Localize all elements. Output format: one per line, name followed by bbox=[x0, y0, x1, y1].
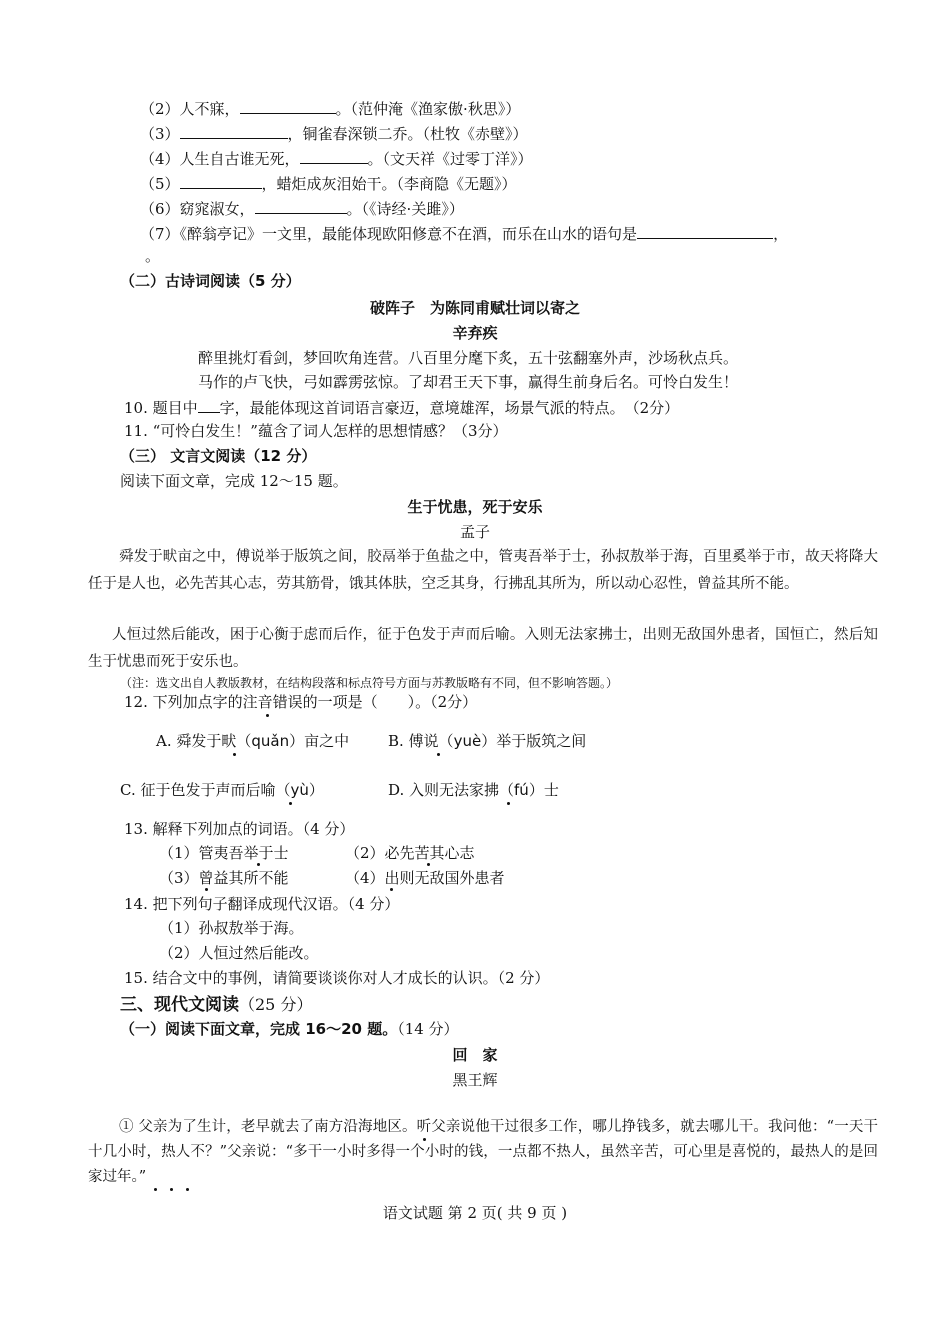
emphasis-dot bbox=[437, 753, 440, 756]
essay-paragraph-2: 人恒过然后能改，困于心衡于虑而后作，征于色发于声而后喻。入则无法家拂士，出则无敌国外患者，国恒亡，然后知生于忧患而死于安乐也。 bbox=[88, 627, 878, 670]
option-a[interactable]: A. 舜发于畎（quǎn）亩之中 bbox=[156, 732, 350, 750]
essay-author: 孟子 bbox=[459, 523, 490, 541]
poetry-heading: （二）古诗词阅读（5 分） bbox=[120, 272, 301, 290]
emphasis-dot bbox=[423, 1138, 426, 1141]
question-15: 15. 结合文中的事例，请简要谈谈你对人才成长的认识。（2 分） bbox=[124, 969, 550, 987]
dictation-q5: （5） ，蜡炬成灰泪始干。（李商隐《无题》） bbox=[140, 172, 517, 194]
emphasis-dot bbox=[289, 802, 292, 805]
emphasis-dot bbox=[427, 863, 430, 866]
essay-note: （注：选文出自人教版教材，在结构段落和标点符号方面与苏教版略有不同，但不影响答题。） bbox=[120, 676, 619, 690]
essay-paragraph-1: 舜发于畎亩之中，傅说举于版筑之间，胶鬲举于鱼盐之中，管夷吾举于士，孙叔敖举于海，百里奚举于市，故天将降大任于是人也，必先苦其心志，劳其筋骨，饿其体肤，空乏其身，行拂乱其所为，所以动心忍性，曾益其所不能。 bbox=[88, 549, 878, 592]
classical-instruction: 阅读下面文章，完成 12～15 题。 bbox=[120, 472, 348, 490]
dictation-q2: （2）人不寐， 。（范仲淹《渔家傲·秋思》） bbox=[140, 97, 520, 119]
essay-title: 生于忧患，死于安乐 bbox=[407, 498, 543, 516]
emphasis-dot bbox=[390, 888, 393, 891]
option-d[interactable]: D. 入则无法家拂（fú）士 bbox=[388, 781, 559, 799]
answer-blank[interactable] bbox=[240, 97, 336, 114]
story-author: 黑王辉 bbox=[452, 1071, 498, 1089]
question-13-3: （3）曾益其所不能 bbox=[159, 869, 289, 887]
question-14-1: （1）孙叔敖举于海。 bbox=[159, 919, 304, 937]
answer-blank[interactable] bbox=[180, 172, 262, 189]
question-10: 10. 题目中 字，最能体现这首词语言豪迈，意境雄浑，场景气派的特点。 （2分） bbox=[124, 396, 679, 418]
answer-blank[interactable] bbox=[180, 122, 288, 139]
dictation-q7: （7）《醉翁亭记》一文里，最能体现欧阳修意不在酒，而乐在山水的语句是 ， bbox=[140, 222, 788, 244]
question-13-1: （1）管夷吾举于士 bbox=[159, 844, 289, 862]
question-12: 12. 下列加点字的注音错误的一项是（ ）。（2分） bbox=[124, 693, 478, 711]
story-title: 回 家 bbox=[452, 1046, 498, 1064]
emphasis-dot bbox=[507, 802, 510, 805]
option-c[interactable]: C. 征于色发于声而后喻（yù） bbox=[120, 781, 324, 799]
poem-author: 辛弃疾 bbox=[452, 324, 498, 342]
emphasis-dot bbox=[257, 863, 260, 866]
question-14-2: （2）人恒过然后能改。 bbox=[159, 944, 319, 962]
answer-blank[interactable] bbox=[198, 396, 220, 413]
dictation-q6: （6）窈窕淑女， 。（《诗经·关雎》） bbox=[140, 197, 464, 219]
question-13-4: （4）出则无敌国外患者 bbox=[345, 869, 505, 887]
poem-line-1: 醉里挑灯看剑，梦回吹角连营。八百里分麾下炙，五十弦翻塞外声，沙场秋点兵。 bbox=[198, 349, 739, 367]
page-footer: 语文试题 第 2 页( 共 9 页 ) bbox=[382, 1204, 568, 1222]
modern-section-heading: 三、现代文阅读（25 分） bbox=[120, 995, 313, 1015]
answer-blank[interactable] bbox=[637, 222, 773, 239]
emphasis-dot bbox=[170, 1188, 173, 1191]
emphasis-dot bbox=[205, 888, 208, 891]
dictation-q4: （4）人生自古谁无死， 。（文天祥《过零丁洋》） bbox=[140, 147, 533, 169]
story-paragraph-1: ① 父亲为了生计，老早就去了南方沿海地区。听父亲说他干过很多工作，哪儿挣钱多，就去哪儿干。我问他：“一天干十几小时，热人不？”父亲说：“多干一小时多得一个小时的钱，一点都不热人，虽然辛苦，可心里是喜悦的，最热人的是回家过年。” bbox=[88, 1119, 878, 1185]
dictation-q7-tail: 。 bbox=[145, 247, 161, 265]
answer-blank[interactable] bbox=[300, 147, 368, 164]
option-b[interactable]: B. 傅说（yuè）举于版筑之间 bbox=[388, 732, 587, 750]
question-13: 13. 解释下列加点的词语。（4 分） bbox=[124, 820, 355, 838]
poem-line-2: 马作的卢飞快，弓如霹雳弦惊。了却君王天下事，赢得生前身后名。可怜白发生！ bbox=[198, 373, 739, 391]
question-14: 14. 把下列句子翻译成现代汉语。（4 分） bbox=[124, 895, 400, 913]
answer-blank[interactable] bbox=[255, 197, 347, 214]
classical-heading: （三） 文言文阅读（12 分） bbox=[120, 447, 317, 465]
emphasis-dot bbox=[154, 1188, 157, 1191]
modern-sub-heading: （一）阅读下面文章，完成 16〜20 题。（14 分） bbox=[120, 1020, 459, 1038]
question-13-2: （2）必先苦其心志 bbox=[345, 844, 475, 862]
poem-title: 破阵子 为陈同甫赋壮词以寄之 bbox=[369, 299, 580, 317]
question-11: 11. “可怜白发生！”蕴含了词人怎样的思想情感？（3分） bbox=[124, 422, 508, 440]
emphasis-dot bbox=[233, 753, 236, 756]
emphasis-dot bbox=[266, 714, 269, 717]
dictation-q3: （3） ，铜雀春深锁二乔。（杜牧《赤壁》） bbox=[140, 122, 528, 144]
emphasis-dot bbox=[186, 1188, 189, 1191]
